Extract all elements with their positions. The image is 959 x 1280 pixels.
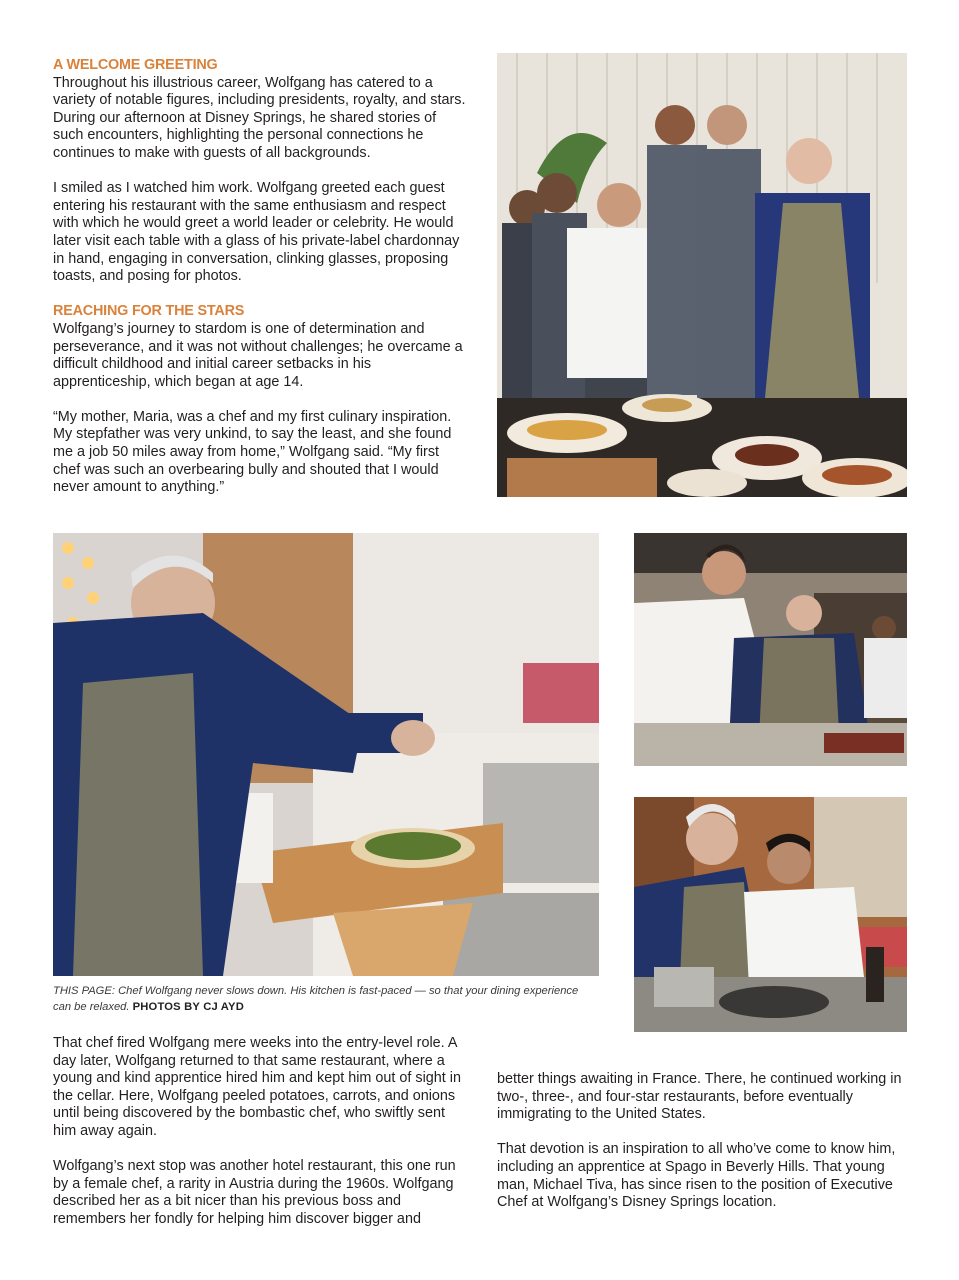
- photo-credit: PHOTOS BY CJ AYD: [132, 1000, 244, 1013]
- article-column-left: [53, 1035, 465, 1229]
- paragraph: Throughout his illustrious career, Wolfgang has catered to a variety of notable figures, including presidents, royalty, and stars. During our afternoon at Disney Springs, he shared stories of such encounters, highlighting the personal connections he continues to make with guests of all backgrounds.: [53, 74, 466, 161]
- paragraph: Wolfgang’s journey to stardom is one of determination and perseverance, and it was not without challenges; he overcame a difficult childhood and initial career setbacks in his apprenticeship, which began at age 14.: [53, 320, 463, 390]
- paragraph: That devotion is an inspiration to all who’ve come to know him, including an apprentice at Spago in Beverly Hills. That young man, Michael Tiva, has since risen to the position of Executive Chef at Wolfgang’s Disney Springs location.: [497, 1141, 896, 1211]
- article-column-right: [497, 1071, 909, 1212]
- photo-chefs-together: [634, 797, 907, 1032]
- section-body-stars: [53, 321, 468, 497]
- section-heading-welcome: A WELCOME GREETING: [53, 57, 218, 73]
- photo-chef-pizza: [53, 533, 599, 976]
- caption-text: THIS PAGE: Chef Wolfgang never slows down. His kitchen is fast-paced — so that your dining experience can be relaxed.: [53, 985, 579, 1013]
- photo-kitchen-pair: [634, 533, 907, 766]
- paragraph: better things awaiting in France. There, he continued working in two-, three-, and four-star restaurants, before eventually immigrating to the United States.: [497, 1071, 902, 1123]
- section-body-welcome: [53, 75, 468, 286]
- article-intro: [53, 57, 468, 497]
- photo-caption: [53, 984, 599, 1015]
- section-heading-stars: REACHING FOR THE STARS: [53, 303, 245, 320]
- paragraph: I smiled as I watched him work. Wolfgang greeted each guest entering his restaurant with the same enthusiasm and respect with which he would greet a world leader or celebrity. He would later visit each table with a glass of his private-label chardonnay in hand, engaging in conversation, clinking glasses, proposing toasts, and posing for photos.: [53, 180, 460, 285]
- paragraph: “My mother, Maria, was a chef and my first culinary inspiration. My stepfather was very unkind, to say the least, and she found me a job 50 miles away from home,” Wolfgang said. “My first chef was such an overbearing bully and shouted that I would never amount to anything.”: [53, 408, 452, 496]
- paragraph: That chef fired Wolfgang mere weeks into the entry-level role. A day later, Wolfgang returned to that same restaurant, where a young and kind apprentice hired him and kept him out of sight in the cellar. Here, Wolfgang peeled potatoes, carrots, and onions until being discovered by the bombastic chef, who swiftly sent him away again.: [53, 1035, 461, 1139]
- photo-staff-group: [497, 53, 907, 497]
- paragraph: Wolfgang’s next stop was another hotel restaurant, this one run by a female chef, a rarity in Austria during the 1960s. Wolfgang described her as a bit nicer than his previous boss and remembers her fondly for helping him discover bigger and: [53, 1158, 456, 1227]
